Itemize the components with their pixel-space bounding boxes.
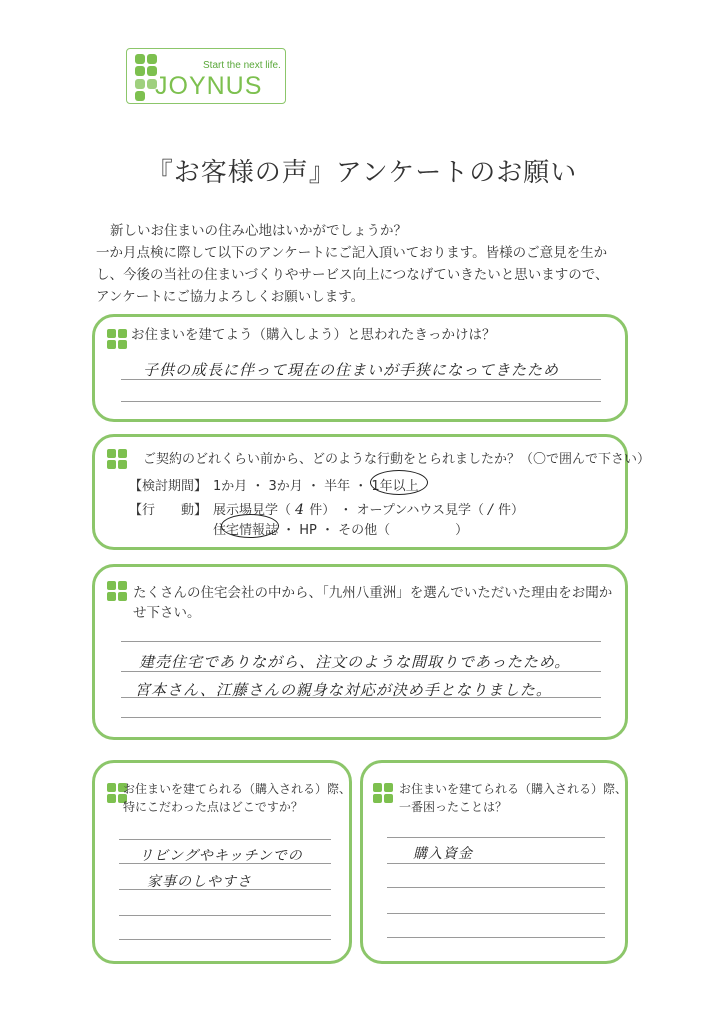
page-title: 『お客様の声』アンケートのお願い [146,158,578,188]
answer-text: 建売住宅でありながら、注文のような間取りであったため。 [139,653,571,671]
clover-icon [107,449,127,469]
logo-name: JOYNUS [155,72,263,100]
answer-line [121,671,601,672]
question-box-3 [92,564,628,740]
clover-icon [107,581,127,601]
question-text: 特にこだわった点はどこですか？ [123,800,303,814]
answer-line [387,837,605,838]
clover-icon [135,54,157,76]
action-option-openhouse: 件） ・ オープンハウス見学（ [309,503,485,518]
answer-line [119,839,331,840]
selected-period-circle [370,470,428,495]
answer-line [121,717,601,718]
answer-line [119,863,331,864]
intro-line: 一か月点検に際して以下のアンケートにご記入頂いております。皆様のご意見を生か [96,245,608,261]
logo-tagline: Start the next life. [203,60,281,71]
clover-icon [373,783,393,803]
answer-line [121,401,601,402]
action-line-2: 住宅情報誌 ・ HP ・ その他（ ） [213,523,469,538]
question-box-2 [92,434,651,550]
intro-text [96,220,656,308]
period-label: 【検討期間】 [129,479,208,494]
answer-line [387,937,605,938]
openhouse-count: / [488,502,494,518]
question-box-1 [92,314,628,422]
question-text: せ下さい。 [133,605,201,621]
question-text: 一番困ったことは？ [399,800,508,814]
clover-icon-lower [135,79,157,101]
answer-text: リビングやキッチンでの [139,848,303,864]
answer-line [387,863,605,864]
question-text: お住まいを建てられる（購入される）際、 [399,782,628,796]
selected-magazine-circle [221,514,279,538]
question-text: お住まいを建てられる（購入される）際、 [123,782,352,796]
period-options: 1か月 ・ 3か月 ・ 半年 ・ 1年以上 [213,479,419,494]
answer-line [121,697,601,698]
intro-line: し、今後の当社の住まいづくりやサービス向上につなげていきたいと思いますので、 [96,267,609,283]
question-box-5 [360,760,628,964]
answer-line [119,939,331,940]
answer-text: 家事のしやすさ [147,874,252,890]
answer-line [387,887,605,888]
question-box-4 [92,760,352,964]
intro-line: アンケートにご協力よろしくお願いします。 [96,289,365,305]
answer-text: 購入資金 [413,846,473,862]
action-option-end: 件） [498,503,525,518]
answer-line [119,915,331,916]
clover-icon [107,329,127,349]
action-option-showroom: 展示場見学（ [213,503,292,518]
answer-line [121,641,601,642]
question-text: お住まいを建てよう（購入しよう）と思われたきっかけは？ [131,327,496,343]
company-logo [126,48,286,104]
answer-line [387,913,605,914]
question-text: たくさんの住宅会社の中から、「九州八重洲」を選んでいただいた理由をお聞か [133,585,613,601]
question-text: ご契約のどれくらい前から、どのような行動をとられましたか？（〇で囲んで下さい） [143,452,651,467]
showroom-count: 4 [295,502,306,518]
answer-line [121,379,601,380]
answer-text: 子供の成長に伴って現在の住まいが手狭になってきたため [143,361,560,379]
intro-line: 新しいお住まいの住み心地はいかがでしょうか？ [110,223,407,239]
action-label: 【行 動】 [129,503,208,518]
answer-line [119,889,331,890]
answer-text: 宮本さん、江藤さんの親身な対応が決め手となりました。 [135,681,552,699]
